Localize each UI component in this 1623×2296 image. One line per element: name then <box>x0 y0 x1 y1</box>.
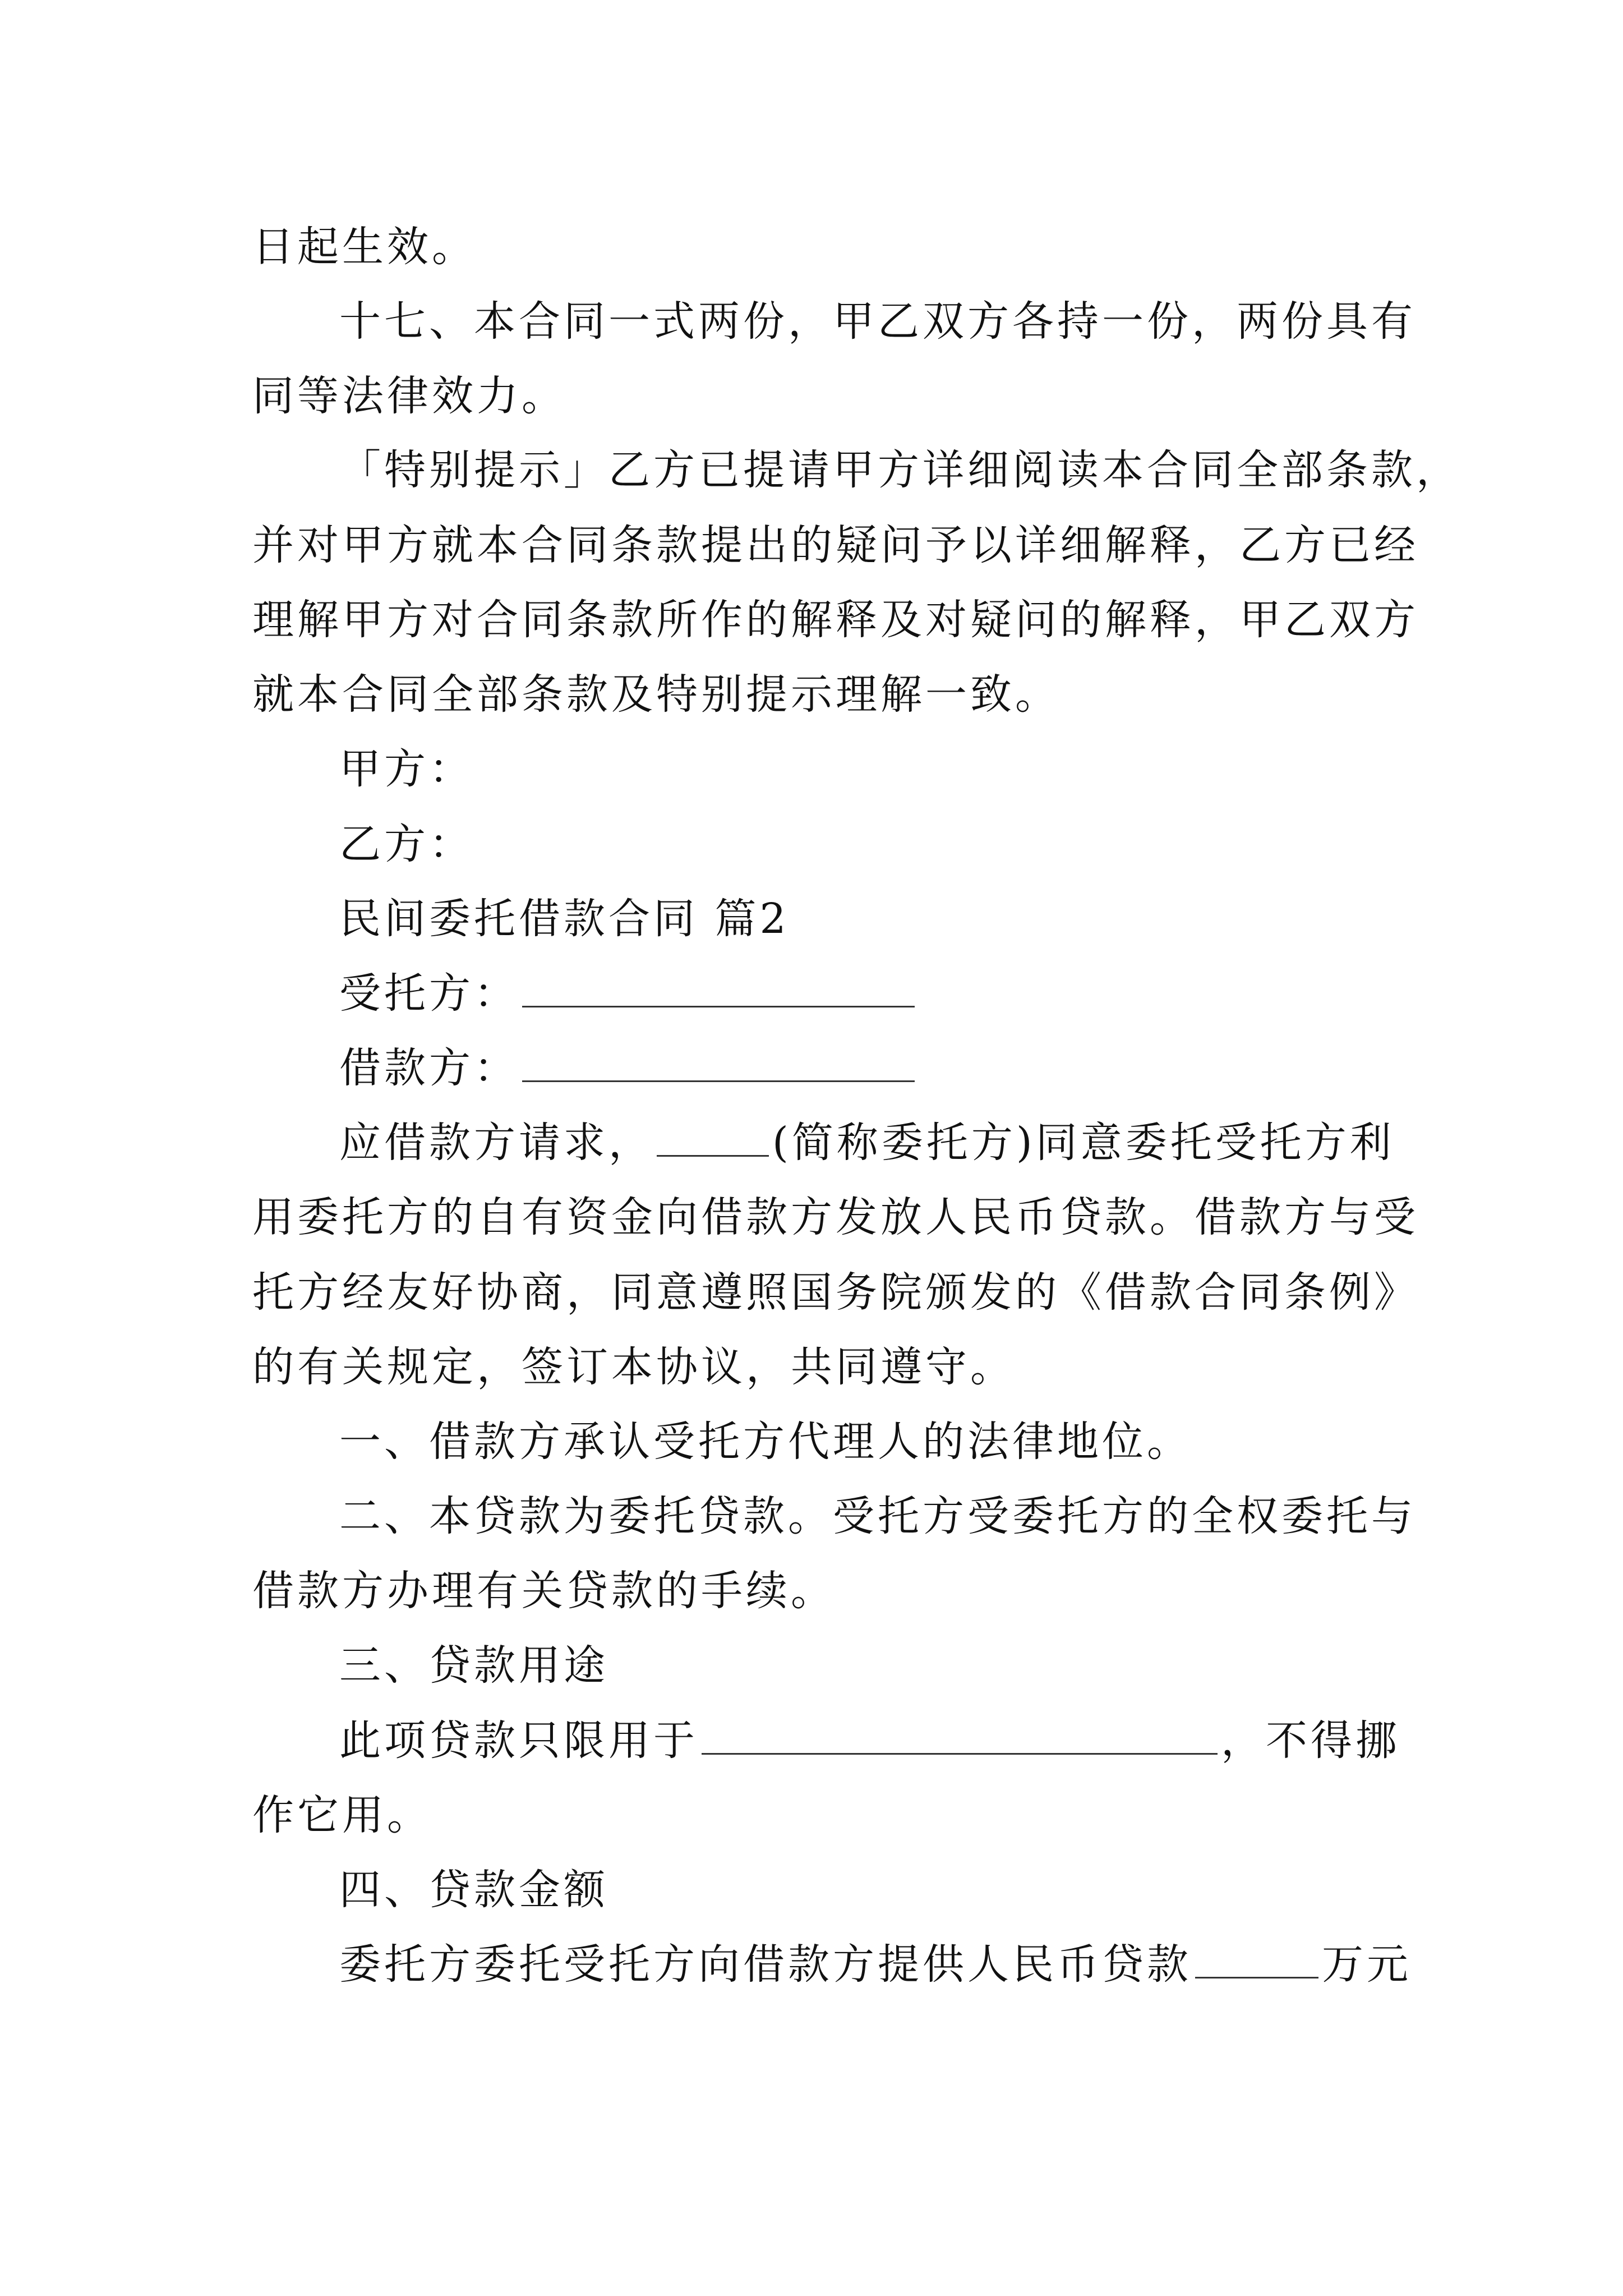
text-line: 就本合同全部条款及特别提示理解一致。 <box>252 670 1060 719</box>
text-span: 委托方委托受托方向借款方提供人民币贷款 <box>339 1940 1192 1989</box>
borrower-line <box>339 1034 1623 1102</box>
text-span: 万元 <box>1322 1940 1412 1989</box>
text-span: 此项贷款只限用于 <box>339 1717 698 1765</box>
text-line: 日起生效。 <box>252 223 477 271</box>
trustee-label: 受托方： <box>339 969 519 1018</box>
party-a-label: 甲方： <box>339 745 474 793</box>
text-line: 借款方办理有关贷款的手续。 <box>252 1567 836 1615</box>
clause-2: 二、本贷款为委托贷款。受托方受委托方的全权委托与 <box>339 1492 1416 1540</box>
request-line <box>339 1109 1623 1176</box>
text-line: 理解甲方对合同条款所作的解释及对疑问的解释，甲乙双方 <box>252 596 1419 644</box>
amount-blank <box>1195 1942 1318 1978</box>
clause-17: 十七、本合同一式两份，甲乙双方各持一份，两份具有 <box>339 297 1416 346</box>
text-line: 的有关规定，签订本协议，共同遵守。 <box>252 1343 1015 1391</box>
trustee-line <box>339 960 1623 1027</box>
clause-1: 一、借款方承认受托方代理人的法律地位。 <box>339 1418 1192 1466</box>
consignor-blank <box>657 1120 769 1157</box>
text-line: 并对甲方就本合同条款提出的疑问予以详细解释，乙方已经 <box>252 521 1419 569</box>
text-line: 同等法律效力。 <box>252 372 566 420</box>
purpose-blank <box>702 1718 1218 1755</box>
party-b-label: 乙方： <box>339 820 474 868</box>
clause-3-heading: 三、贷款用途 <box>339 1641 608 1690</box>
special-notice: 「特别提示」乙方已提请甲方详细阅读本合同全部条款， <box>339 446 1461 494</box>
text-line: 作它用。 <box>252 1791 432 1839</box>
trustee-blank <box>522 971 915 1007</box>
text-span: ，不得挪 <box>1221 1717 1400 1765</box>
text-line: 托方经友好协商，同意遵照国务院颁发的《借款合同条例》 <box>252 1268 1419 1317</box>
purpose-line <box>339 1707 1623 1774</box>
text-span: 应借款方请求， <box>339 1119 653 1167</box>
text-span: (简称委托方)同意委托受托方利 <box>772 1119 1395 1167</box>
text-line: 用委托方的自有资金向借款方发放人民币贷款。借款方与受 <box>252 1193 1419 1241</box>
borrower-blank <box>522 1046 915 1082</box>
amount-line <box>339 1931 1623 1998</box>
borrower-label: 借款方： <box>339 1044 519 1092</box>
section-heading: 民间委托借款合同 篇2 <box>339 895 790 943</box>
clause-4-heading: 四、贷款金额 <box>339 1866 608 1914</box>
